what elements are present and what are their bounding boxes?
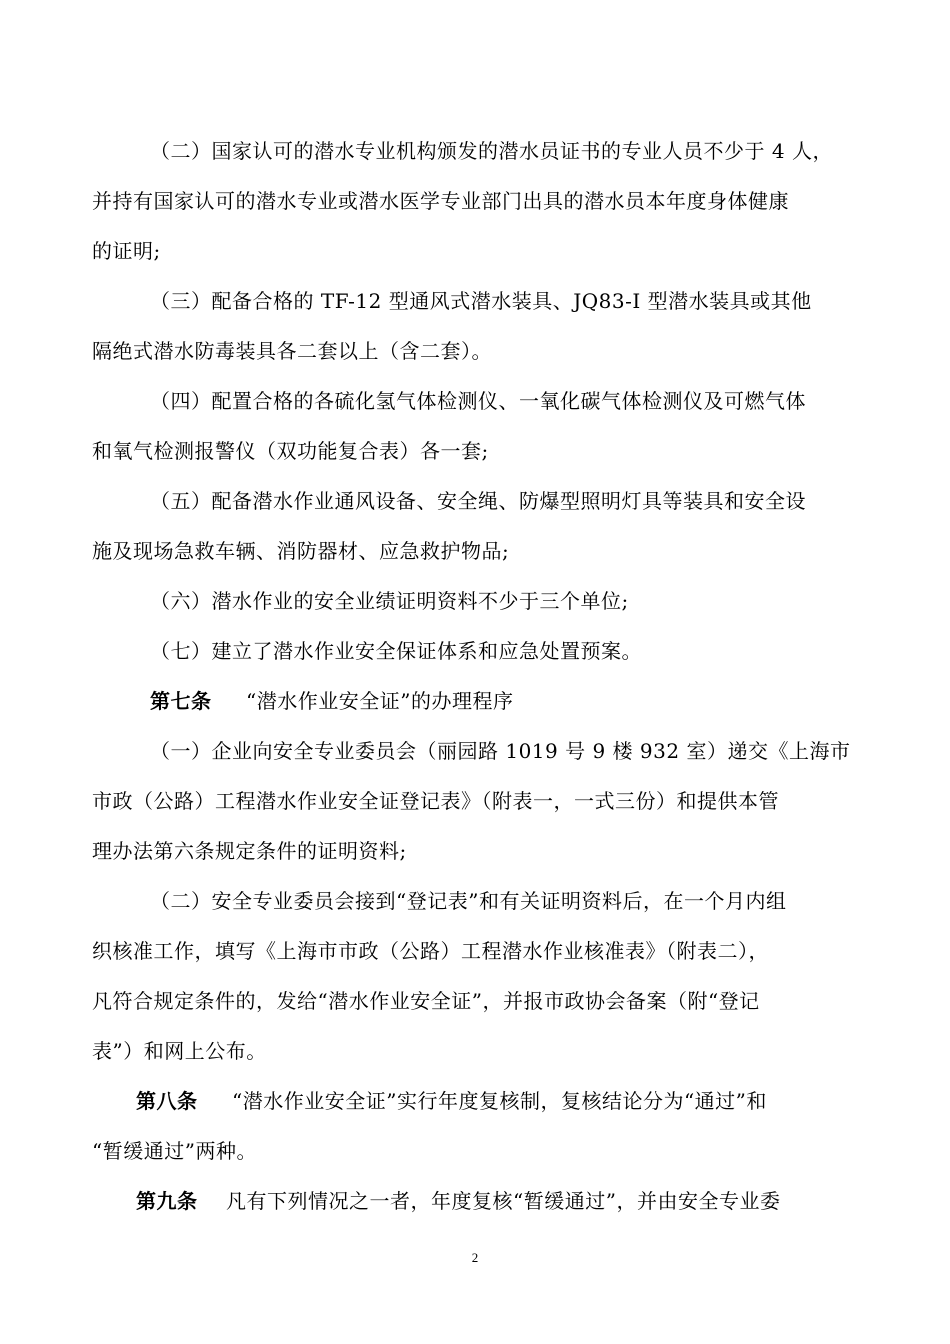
paragraph-4-line-1: （四）配置合格的各硫化氢气体检测仪、一氧化碳气体检测仪及可燃气体 [150,389,806,413]
article-7-item-2-line-2: 织核准工作，填写《上海市市政（公路）工程潜水作业核准表》（附表二）， [92,939,769,963]
article-7-item-1-line-2: 市政（公路）工程潜水作业安全证登记表》（附表一，一式三份）和提供本管 [92,789,779,813]
article-7-item-2-line-4: 表”）和网上公布。 [92,1039,267,1063]
article-7-heading: 第七条 [150,689,212,713]
paragraph-2-line-2: 并持有国家认可的潜水专业或潜水医学专业部门出具的潜水员本年度身体健康 [92,189,789,213]
paragraph-5-line-2: 施及现场急救车辆、消防器材、应急救护物品; [92,539,510,563]
paragraph-3-line-2: 隔绝式潜水防毒装具各二套以上（含二套）。 [92,339,492,363]
article-7-item-1-line-1: （一）企业向安全专业委员会（丽园路 1019 号 9 楼 932 室）递交《上海市 [150,739,851,763]
article-7-item-1-line-3: 理办法第六条规定条件的证明资料; [92,839,407,863]
article-7-item-2-line-1: （二）安全专业委员会接到“登记表”和有关证明资料后，在一个月内组 [150,889,787,913]
article-9-line-1: 凡有下列情况之一者，年度复核“暂缓通过”，并由安全专业委 [226,1189,781,1213]
article-7-item-2-line-3: 凡符合规定条件的，发给“潜水作业安全证”，并报市政协会备案（附“登记 [92,989,760,1013]
paragraph-7-line-1: （七）建立了潜水作业安全保证体系和应急处置预案。 [150,639,642,663]
article-9-heading: 第九条 [136,1189,198,1213]
paragraph-6-line-1: （六）潜水作业的安全业绩证明资料不少于三个单位; [150,589,629,613]
page-number: 2 [471,1250,479,1265]
article-7-title: “潜水作业安全证”的办理程序 [246,689,514,713]
paragraph-5-line-1: （五）配备潜水作业通风设备、安全绳、防爆型照明灯具等装具和安全设 [150,489,806,513]
paragraph-2-line-1: （二）国家认可的潜水专业机构颁发的潜水员证书的专业人员不少于 4 人， [150,139,833,163]
article-8-line-2: “暂缓通过”两种。 [92,1139,257,1163]
paragraph-3-line-1: （三）配备合格的 TF-12 型通风式潜水装具、JQ83-Ⅰ 型潜水装具或其他 [150,289,812,313]
article-8-heading: 第八条 [136,1089,198,1113]
paragraph-2-line-3: 的证明; [92,239,161,263]
paragraph-4-line-2: 和氧气检测报警仪（双功能复合表）各一套; [92,439,489,463]
article-8-line-1: “潜水作业安全证”实行年度复核制，复核结论分为“通过”和 [232,1089,767,1113]
